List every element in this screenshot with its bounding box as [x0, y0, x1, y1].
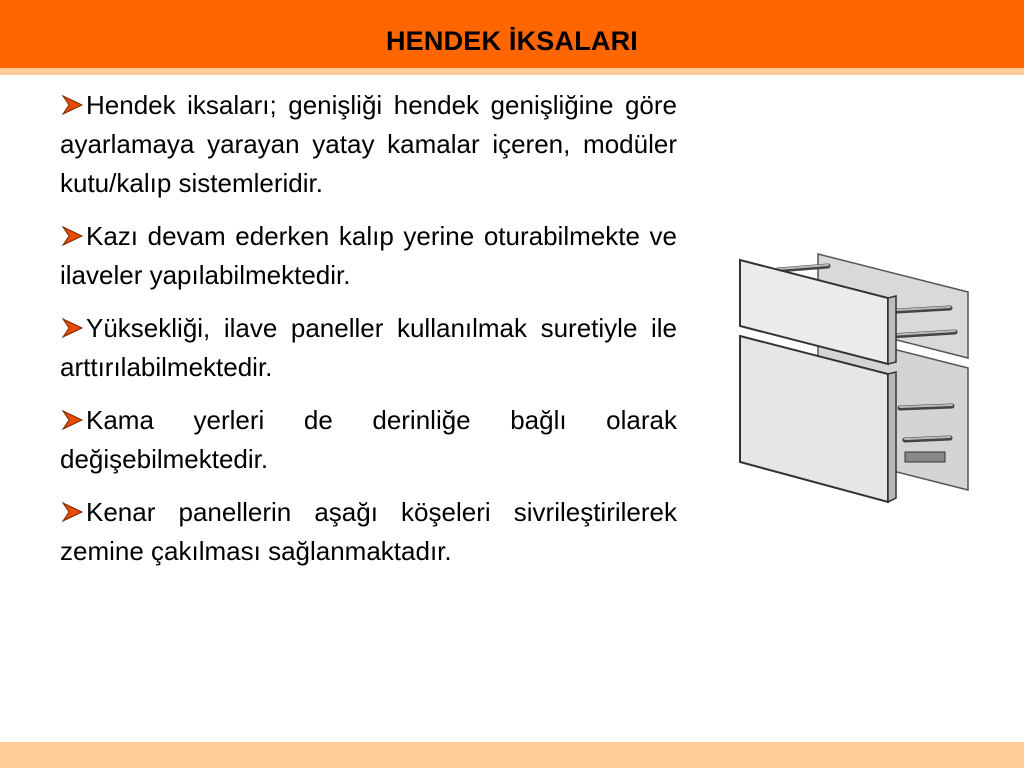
bullet-text: Kenar panellerin aşağı köşeleri sivrileştirilerek zemine çakılması sağlanmaktadır.	[60, 497, 677, 566]
bullet-item	[60, 86, 677, 203]
base-clamp	[905, 452, 945, 462]
footer-bar	[0, 742, 1024, 768]
bullet-text: Kazı devam ederken kalıp yerine oturabilmekte ve ilaveler yapılabilmektedir.	[60, 221, 677, 290]
front-panel-bottom-edge	[888, 372, 896, 502]
bullet-item	[60, 309, 677, 387]
arrow-bullet-icon	[60, 94, 86, 116]
bullet-text: Hendek iksaları; genişliği hendek genişliğine göre ayarlamaya yarayan yatay kamalar içeren, modüler kutu/kalıp sistemleridir.	[60, 90, 677, 198]
bullet-item	[60, 401, 677, 479]
arrow-bullet-icon	[60, 409, 86, 431]
bullet-list	[60, 86, 677, 585]
header-rule	[0, 68, 1024, 75]
bullet-item	[60, 217, 677, 295]
bullet-text: Kama yerleri de derinliğe bağlı olarak değişebilmektedir.	[60, 405, 677, 474]
front-panel-top-edge	[888, 296, 896, 364]
arrow-bullet-icon	[60, 501, 86, 523]
slide-title: HENDEK İKSALARI	[385, 25, 638, 56]
bullet-item	[60, 493, 677, 571]
arrow-bullet-icon	[60, 225, 86, 247]
trench-box-illustration	[700, 240, 980, 510]
bullet-text: Yüksekliği, ilave paneller kullanılmak suretiyle ile arttırılabilmektedir.	[60, 313, 677, 382]
arrow-bullet-icon	[60, 317, 86, 339]
